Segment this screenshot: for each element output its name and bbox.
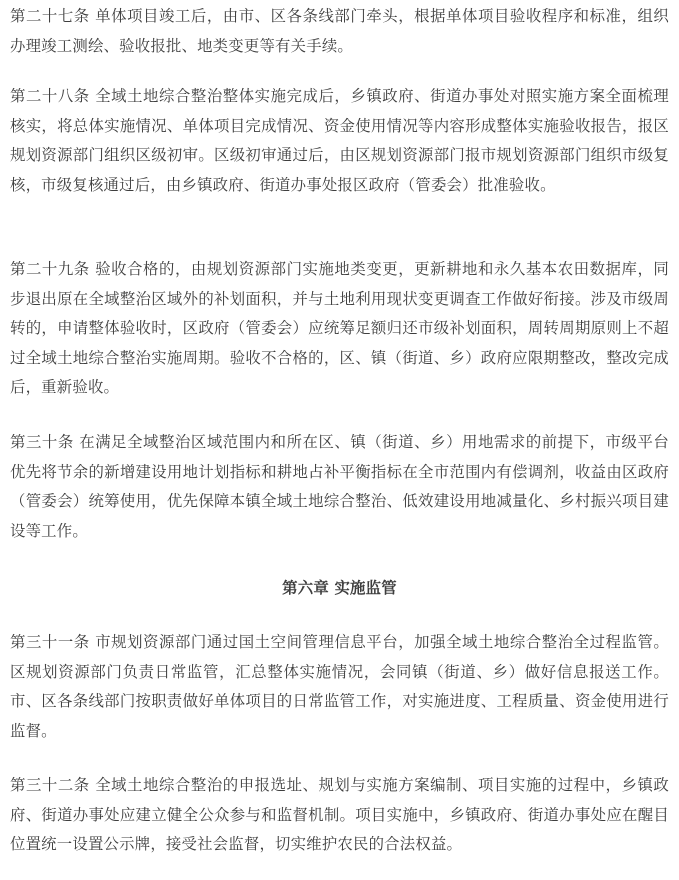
article-28: 第二十八条 全域土地综合整治整体实施完成后，乡镇政府、街道办事处对照实施方案全面梳理核实，将总体实施情况、单体项目完成情况、资金使用情况等内容形成整体实施验收报告，报区规划资源部门组织区级初审。区级初审通过后，由区规划资源部门报市规划资源部门组织市级复核，市级复核通过后，由乡镇政府、街道办事处报区政府（管委会）批准验收。 <box>10 87 669 194</box>
article-29: 第二十九条 验收合格的，由规划资源部门实施地类变更，更新耕地和永久基本农田数据库，同步退出原在全域整治区域外的补划面积，并与土地利用现状变更调查工作做好衔接。涉及市级周转的，申请整体验收时，区政府（管委会）应统筹足额归还市级补划面积，周转周期原则上不超过全域土地综合整治实施周期。验收不合格的，区、镇（街道、乡）政府应限期整改，整改完成后，重新验收。 <box>10 260 669 396</box>
article-30: 第三十条 在满足全域整治区域范围内和所在区、镇（街道、乡）用地需求的前提下，市级平台优先将节余的新增建设用地计划指标和耕地占补平衡指标在全市范围内有偿调剂，收益由区政府（管委会）统筹使用，优先保障本镇全域土地综合整治、低效建设用地减量化、乡村振兴项目建设等工作。 <box>10 433 669 540</box>
article-32: 第三十二条 全域土地综合整治的申报选址、规划与实施方案编制、项目实施的过程中，乡镇政府、街道办事处应建立健全公众参与和监督机制。项目实施中，乡镇政府、街道办事处应在醒目位置统一设置公示牌，接受社会监督，切实维护农民的合法权益。 <box>10 776 669 853</box>
article-27: 第二十七条 单体项目竣工后，由市、区各条线部门牵头，根据单体项目验收程序和标准，组织办理竣工测绘、验收报批、地类变更等有关手续。 <box>10 7 669 55</box>
chapter-heading: 第六章 实施监管 <box>282 579 397 597</box>
article-31: 第三十一条 市规划资源部门通过国土空间管理信息平台，加强全域土地综合整治全过程监管。区规划资源部门负责日常监管，汇总整体实施情况，会同镇（街道、乡）做好信息报送工作。市、区各条线部门按职责做好单体项目的日常监管工作，对实施进度、工程质量、资金使用进行监督。 <box>10 633 669 740</box>
